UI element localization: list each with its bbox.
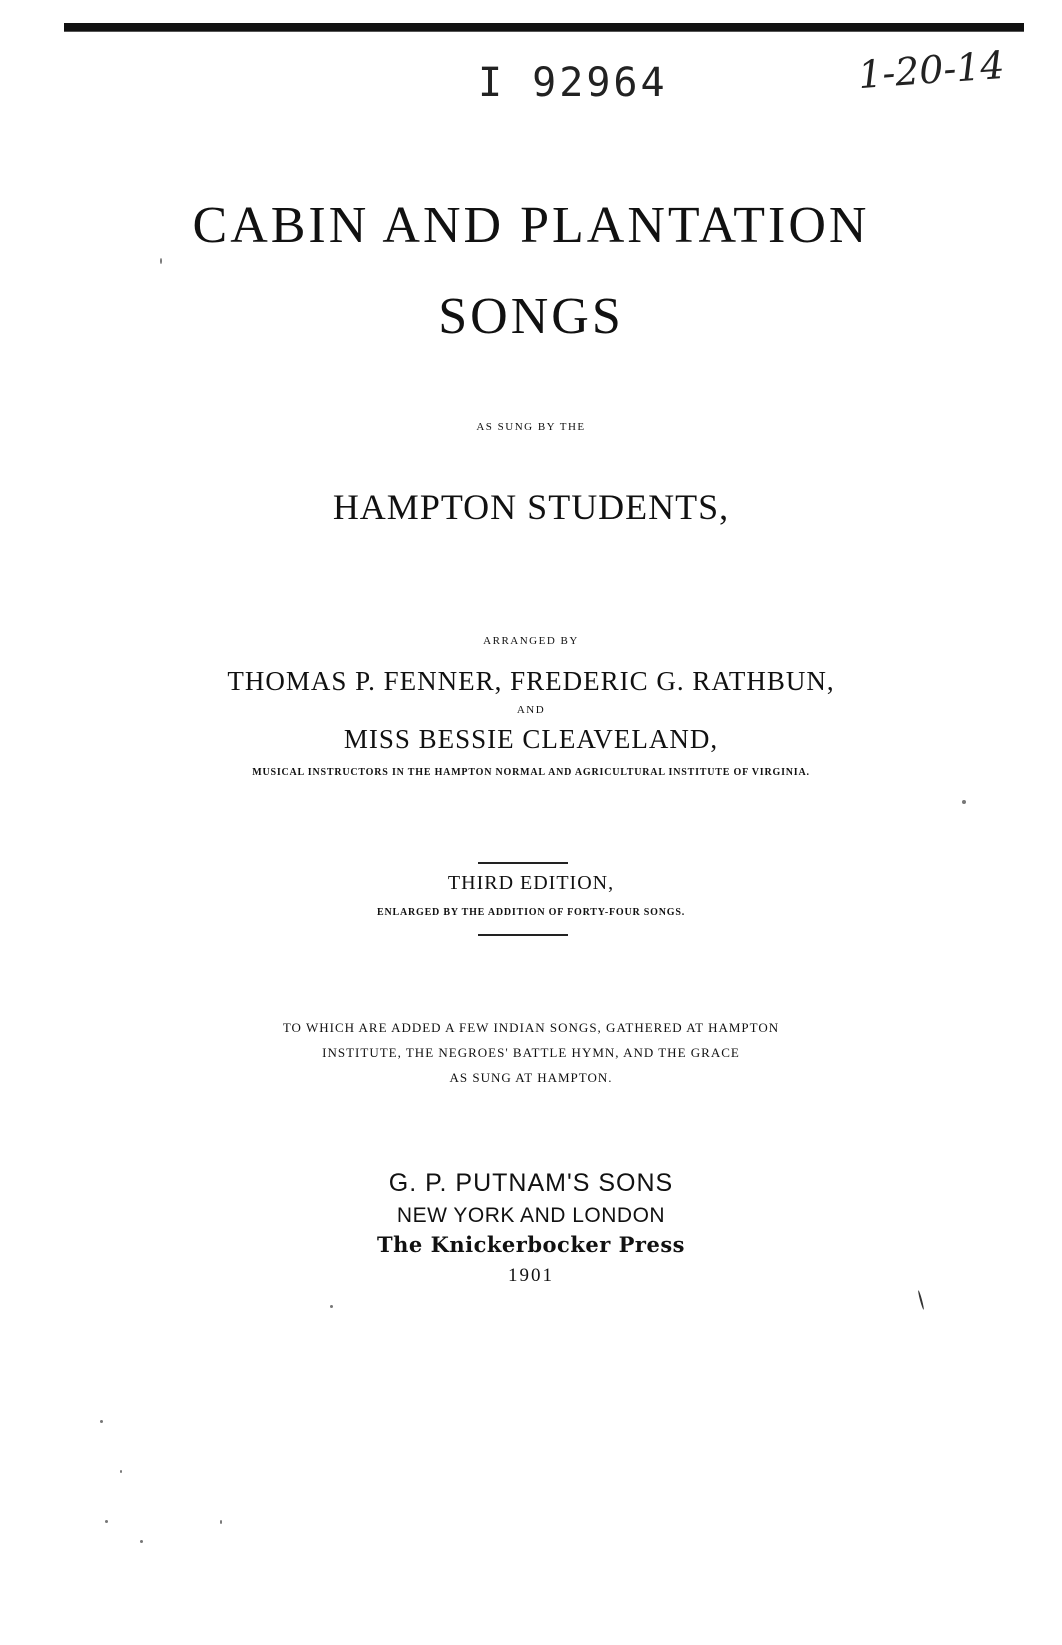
scan-speck: [220, 1520, 222, 1524]
scan-speck: [105, 1520, 108, 1523]
top-border-rule: [64, 23, 1024, 31]
scan-speck: [140, 1540, 143, 1543]
publisher-name: G. P. PUTNAM'S SONS: [388, 1169, 674, 1197]
arranged-by: ARRANGED BY: [483, 635, 579, 647]
scan-speck: [962, 800, 966, 804]
accession-number: I 92964: [478, 60, 668, 106]
title-line-1: CABIN AND PLANTATION: [192, 197, 870, 254]
publisher-cities: NEW YORK AND LONDON: [396, 1204, 666, 1227]
scan-speck: [120, 1470, 122, 1473]
scan-speck: [330, 1305, 333, 1308]
conjunction-and: AND: [516, 704, 546, 716]
additions-line-3: AS SUNG AT HAMPTON.: [449, 1070, 613, 1085]
press-name: The Knickerbocker Press: [377, 1232, 685, 1257]
scan-speck: [100, 1420, 103, 1423]
arranger-names: THOMAS P. FENNER, FREDERIC G. RATHBUN,: [227, 666, 835, 696]
arranger-miss: MISS BESSIE CLEAVELAND,: [343, 724, 719, 754]
title-line-2: SONGS: [438, 288, 624, 345]
additions-line-2: INSTITUTE, THE NEGROES' BATTLE HYMN, AND THE GRACE: [322, 1045, 740, 1060]
additions-line-1: TO WHICH ARE ADDED A FEW INDIAN SONGS, GATHERED AT HAMPTON: [282, 1020, 780, 1035]
top-border-thin-rule: [64, 31, 1024, 32]
edition-rule-top: [478, 862, 568, 864]
edition-title: THIRD EDITION,: [447, 872, 615, 894]
edition-rule-bottom: [478, 934, 568, 936]
as-sung-by: AS SUNG BY THE: [476, 421, 586, 433]
scan-speck: [917, 1290, 924, 1310]
arranger-roles: MUSICAL INSTRUCTORS IN THE HAMPTON NORMAL AND AGRICULTURAL INSTITUTE OF VIRGINIA.: [252, 767, 810, 778]
performer-group: HAMPTON STUDENTS,: [332, 487, 730, 527]
publication-year: 1901: [508, 1265, 554, 1286]
scan-speck: [160, 258, 162, 264]
edition-note: ENLARGED BY THE ADDITION OF FORTY-FOUR SONGS.: [376, 907, 685, 918]
handwritten-date: 1-20-14: [856, 42, 1006, 98]
